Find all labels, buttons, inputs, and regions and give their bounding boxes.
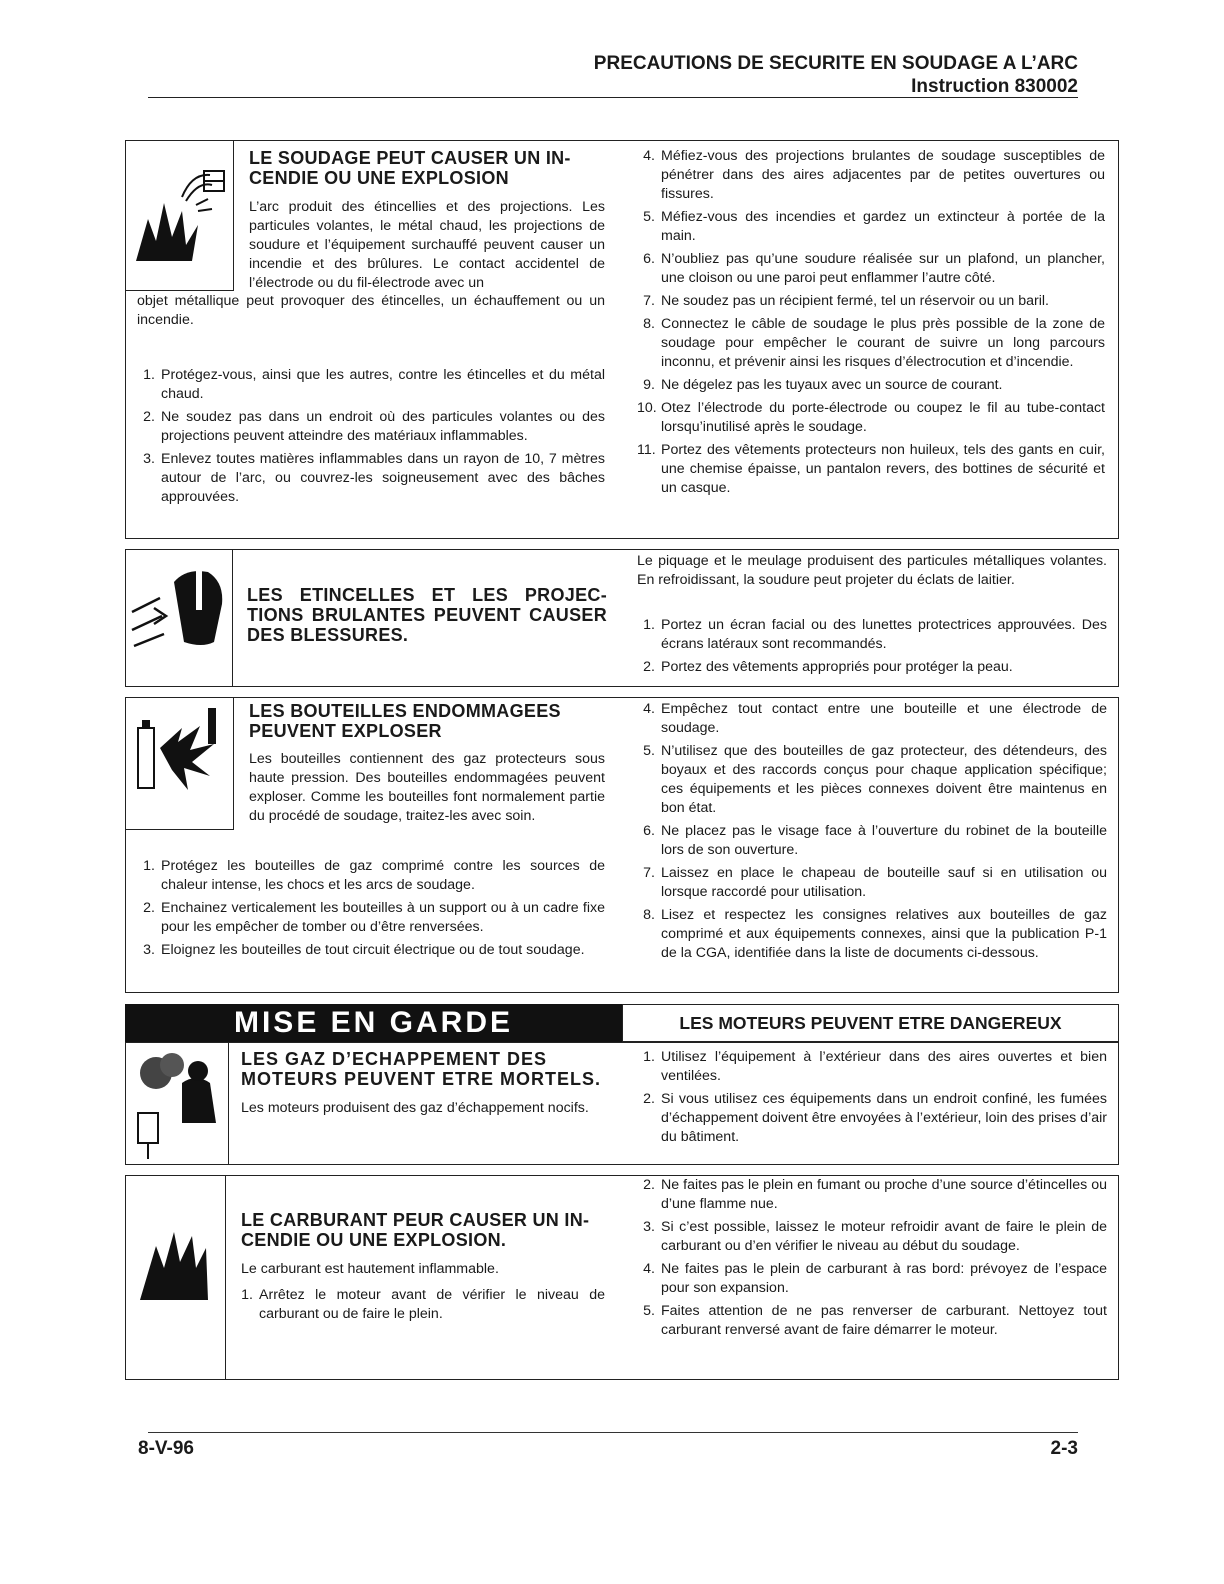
exhaust-fumes-icon — [125, 1042, 229, 1165]
sparks-title: LES ETINCELLES ET LES PROJEC-TIONS BRULANTES PEUVENT CAUSER DES BLESSURES. — [247, 585, 607, 645]
header-title: PRECAUTIONS DE SECURITE EN SOUDAGE A L’ARC — [593, 53, 1078, 74]
list-item: 4. Empêchez tout contact entre une bouteille et une électrode de soudage. — [643, 701, 1107, 736]
exhaust-intro: Les moteurs produisent des gaz d’échappement nocifs. — [241, 1100, 589, 1116]
list-item: 7. Ne soudez pas un récipient fermé, tel un réservoir ou un baril. — [643, 293, 1049, 309]
warning-banner: MISE EN GARDE — [125, 1004, 622, 1042]
fire-title: LE SOUDAGE PEUT CAUSER UN IN-CENDIE OU UNE EXPLOSION — [249, 148, 571, 188]
list-item: 1. Protégez-vous, ainsi que les autres, contre les étincelles et du métal chaud. — [143, 367, 605, 402]
sparks-list — [637, 616, 1107, 681]
list-item: 8. Lisez et respectez les consignes relatives aux bouteilles de gaz comprimé et aux équipements connexes, ainsi que la publication P-1 de la CGA, identifiée dans la liste de documents ci-dessous. — [643, 907, 1107, 961]
page-number: 2-3 — [1050, 1438, 1078, 1459]
cylinder-explosion-icon — [125, 697, 234, 830]
list-item: 6. Ne placez pas le visage face à l’ouverture du robinet de la bouteille lors de son ouverture. — [643, 823, 1107, 858]
exhaust-list — [637, 1048, 1107, 1151]
list-item: 10. Otez l’électrode du porte-électrode ou coupez le fil au tube-contact lorsqu’inutilisé après le soudage. — [637, 400, 1105, 435]
fuel-list-right — [637, 1176, 1107, 1344]
face-shield-icon — [125, 549, 233, 687]
exhaust-title: LES GAZ D’ECHAPPEMENT DES MOTEURS PEUVENT ETRE MORTELS. — [241, 1049, 602, 1089]
list-item: 2. Enchainez verticalement les bouteilles à un support ou à un cadre fixe pour les empêcher de tomber ou d’être renversées. — [143, 900, 605, 935]
list-item: 7. Laissez en place le chapeau de bouteille sauf si en utilisation ou lorsque raccordé pour utilisation. — [643, 865, 1107, 900]
footer-date: 8-V-96 — [138, 1438, 194, 1459]
list-item: 2. Ne soudez pas dans un endroit où des particules volantes ou des projections peuvent atteindre des matériaux inflammables. — [143, 409, 605, 444]
list-item: 1. Utilisez l’équipement à l’extérieur dans des aires ouvertes et bien ventilées. — [643, 1049, 1107, 1084]
fuel-fire-icon — [125, 1175, 226, 1380]
list-item: 5. Méfiez-vous des incendies et gardez un extincteur à portée de la main. — [643, 209, 1105, 244]
list-item: 1. Portez un écran facial ou des lunettes protectrices approuvées. Des écrans latéraux sont recommandés. — [643, 617, 1107, 652]
cylinders-intro: Les bouteilles contiennent des gaz protecteurs sous haute pression. Des bouteilles endommagées peuvent exploser. Comme les bouteilles font normalement partie du procédé de soudage, traitez-les avec soin. — [249, 751, 605, 824]
fuel-list-left — [235, 1286, 605, 1328]
list-item: 5. Faites attention de ne pas renverser de carburant. Nettoyez tout carburant renversé avant de faire démarrer le moteur. — [643, 1303, 1107, 1338]
list-item: 8. Connectez le câble de soudage le plus près possible de la zone de soudage pour empêcher le courant de suivre un long parcours inconnu, et prévenir ainsi les risques d’électrocution et d’incendie. — [643, 316, 1105, 370]
cylinders-title: LES BOUTEILLES ENDOMMAGEES PEUVENT EXPLOSER — [249, 701, 561, 741]
fire-hazard-icon — [125, 140, 234, 291]
list-item: 11. Portez des vêtements protecteurs non huileux, tels des gants en cuir, une chemise épaisse, un pantalon revers, des bottines de sécurité et un casque. — [637, 442, 1105, 496]
list-item: 1. Arrêtez le moteur avant de vérifier le niveau de carburant ou de faire le plein. — [241, 1287, 605, 1322]
fuel-intro: Le carburant est hautement inflammable. — [241, 1261, 499, 1277]
list-item: 3. Si c’est possible, laissez le moteur refroidir avant de faire le plein de carburant ou d’en vérifier le niveau au début du soudage. — [643, 1219, 1107, 1254]
cylinders-list-right — [637, 700, 1107, 967]
list-item: 2. Portez des vêtements appropriés pour protéger la peau. — [643, 659, 1013, 675]
list-item: 4. Ne faites pas le plein de carburant à ras bord: prévoyez de l’espace pour son expansion. — [643, 1261, 1107, 1296]
fuel-title: LE CARBURANT PEUR CAUSER UN IN-CENDIE OU UNE EXPLOSION. — [241, 1210, 590, 1250]
list-item: 6. N’oubliez pas qu’une soudure réalisée sur un plafond, un plancher, une cloison ou une paroi peut enflammer l’autre côté. — [643, 251, 1105, 286]
instruction-number: Instruction 830002 — [911, 76, 1078, 97]
engine-hazard-heading: LES MOTEURS PEUVENT ETRE DANGEREUX — [622, 1004, 1119, 1042]
list-item: 2. Ne faites pas le plein en fumant ou proche d’une source d’étincelles ou d’une flamme nue. — [643, 1177, 1107, 1212]
fire-list-left — [137, 366, 605, 511]
cylinders-list-left — [137, 857, 605, 964]
list-item: 9. Ne dégelez pas les tuyaux avec un source de courant. — [643, 377, 1003, 393]
fire-list-right — [637, 147, 1105, 502]
list-item: 3. Eloignez les bouteilles de tout circuit électrique ou de tout soudage. — [143, 942, 585, 958]
fire-intro-b: objet métallique peut provoquer des étincelles, un échauffement ou un incendie. — [137, 293, 605, 328]
page-header — [594, 52, 1078, 98]
list-item: 2. Si vous utilisez ces équipements dans un endroit confiné, les fumées d’échappement doivent être envoyées à l’extérieur, loin des prises d’air du bâtiment. — [643, 1091, 1107, 1145]
sparks-intro: Le piquage et le meulage produisent des particules métalliques volantes. En refroidissant, la soudure peut projeter du éclats de laitier. — [637, 553, 1107, 588]
list-item: 4. Méfiez-vous des projections brulantes de soudage susceptibles de pénétrer dans des aires adjacentes par de petites ouvertures ou fissures. — [643, 148, 1105, 202]
list-item: 3. Enlevez toutes matières inflammables dans un rayon de 10, 7 mètres autour de l’arc, ou couvrez-les soigneusement avec des bâches approuvées. — [143, 451, 605, 505]
list-item: 5. N’utilisez que des bouteilles de gaz protecteur, des détendeurs, des boyaux et des raccords conçus pour chaque application spécifique; ces équipements et les pièces connexes doivent être maintenus en bon état. — [643, 743, 1107, 816]
header-rule — [148, 97, 1078, 98]
fire-intro-a: L’arc produit des étincellies et des projections. Les particules volantes, le métal chaud, les projections de soudure et l’équipement surchauffé peuvent causer un incendie et des brûlures. Le contact accidentel de l’électrode ou du fil-électrode avec un — [249, 199, 605, 291]
footer-rule — [148, 1432, 1078, 1433]
list-item: 1. Protégez les bouteilles de gaz comprimé contre les sources de chaleur intense, les chocs et les arcs de soudage. — [143, 858, 605, 893]
